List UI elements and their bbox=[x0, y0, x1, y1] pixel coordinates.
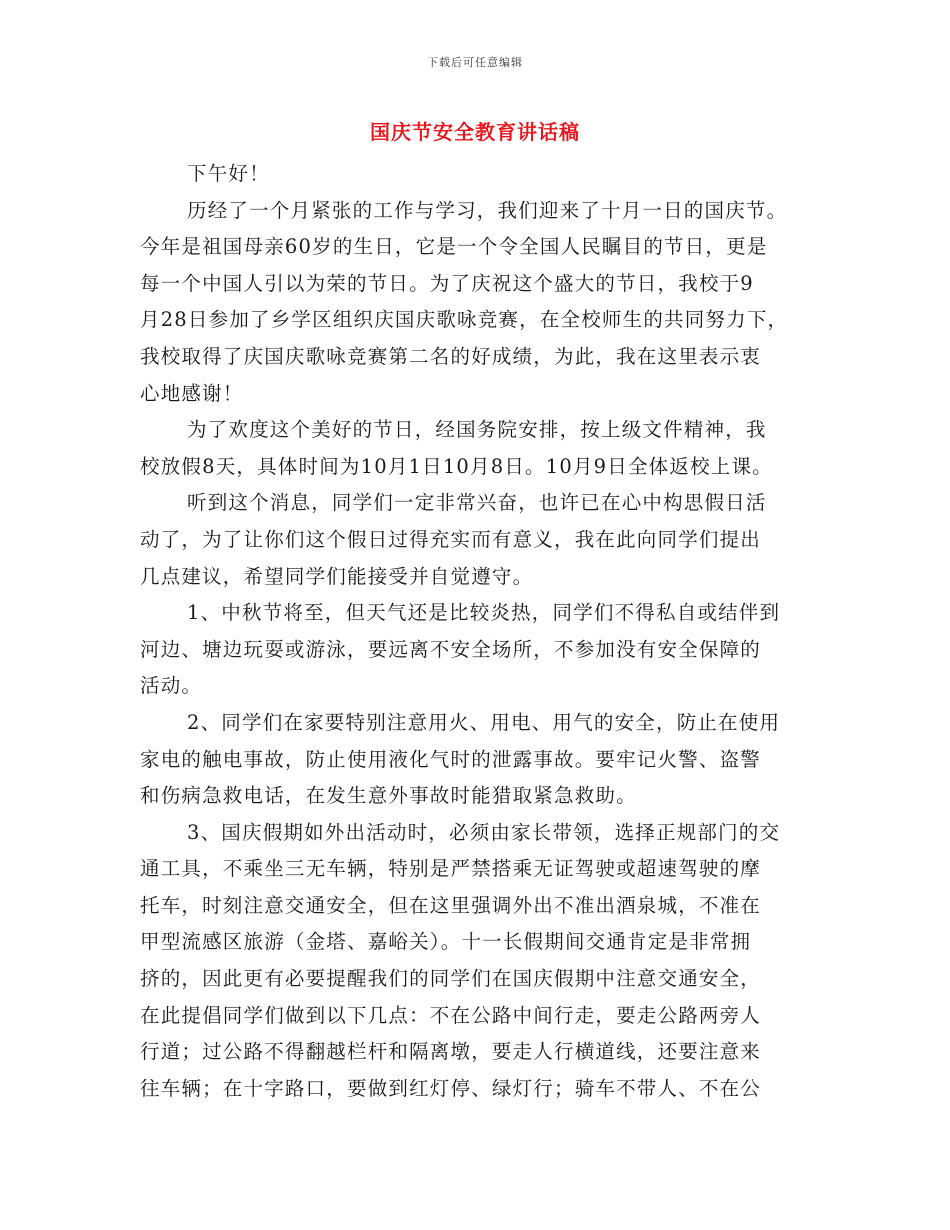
header-note: 下载后可任意编辑 bbox=[427, 56, 523, 69]
body-line: 甲型流感区旅游（金塔、嘉峪关）。十一长假期间交通肯定是非常拥 bbox=[140, 930, 752, 954]
body-line: 在此提倡同学们做到以下几点：不在公路中间行走，要走公路两旁人 bbox=[140, 1003, 762, 1027]
body-line: 我校取得了庆国庆歌咏竞赛第二名的好成绩，为此，我在这里表示衷 bbox=[140, 344, 762, 368]
body-line: 2、同学们在家要特别注意用火、用电、用气的安全，防止在使用 bbox=[187, 710, 781, 734]
body-line: 月28日参加了乡学区组织庆国庆歌咏竞赛，在全校师生的共同努力下， bbox=[140, 308, 789, 332]
body-line: 3、国庆假期如外出活动时，必须由家长带领，选择正规部门的交 bbox=[187, 820, 781, 844]
body-line: 动了，为了让你们这个假日过得充实而有意义，我在此向同学们提出 bbox=[140, 527, 762, 551]
body-line: 活动。 bbox=[140, 674, 203, 698]
body-line: 听到这个消息，同学们一定非常兴奋，也许已在心中构思假日活 bbox=[187, 491, 767, 515]
body-line: 校放假8天，具体时间为10月1日10月8日。10月9日全体返校上课。 bbox=[140, 454, 773, 478]
document-body bbox=[140, 156, 840, 1107]
body-line: 行道；过公路不得翻越栏杆和隔离墩，要走人行横道线，还要注意来 bbox=[140, 1040, 762, 1064]
document-title: 国庆节安全教育讲话稿 bbox=[370, 120, 580, 144]
body-line: 挤的，因此更有必要提醒我们的同学们在国庆假期中注意交通安全， bbox=[140, 967, 762, 991]
body-line: 每一个中国人引以为荣的节日。为了庆祝这个盛大的节日，我校于9 bbox=[140, 271, 754, 295]
body-line: 往车辆；在十字路口，要做到红灯停、绿灯行；骑车不带人、不在公 bbox=[140, 1076, 762, 1100]
body-line: 河边、塘边玩耍或游泳，要远离不安全场所，不参加没有安全保障的 bbox=[140, 637, 762, 661]
body-line: 家电的触电事故，防止使用液化气时的泄露事故。要牢记火警、盗警 bbox=[140, 747, 762, 771]
body-line: 历经了一个月紧张的工作与学习，我们迎来了十月一日的国庆节。 bbox=[187, 198, 788, 222]
body-line: 托车，时刻注意交通安全，但在这里强调外出不准出酒泉城，不准在 bbox=[140, 893, 762, 917]
body-line: 1、中秋节将至，但天气还是比较炎热，同学们不得私自或结伴到 bbox=[187, 601, 781, 625]
body-line: 几点建议，希望同学们能接受并自觉遵守。 bbox=[140, 564, 534, 588]
body-line: 心地感谢！ bbox=[140, 381, 244, 405]
body-line: 通工具，不乘坐三无车辆，特别是严禁搭乘无证驾驶或超速驾驶的摩 bbox=[140, 857, 762, 881]
body-line: 下午好！ bbox=[187, 162, 270, 185]
body-line: 为了欢度这个美好的节日，经国务院安排，按上级文件精神，我 bbox=[187, 418, 767, 442]
body-line: 今年是祖国母亲60岁的生日，它是一个令全国人民瞩目的节日，更是 bbox=[140, 235, 768, 259]
body-line: 和伤病急救电话，在发生意外事故时能猎取紧急救助。 bbox=[140, 784, 637, 808]
